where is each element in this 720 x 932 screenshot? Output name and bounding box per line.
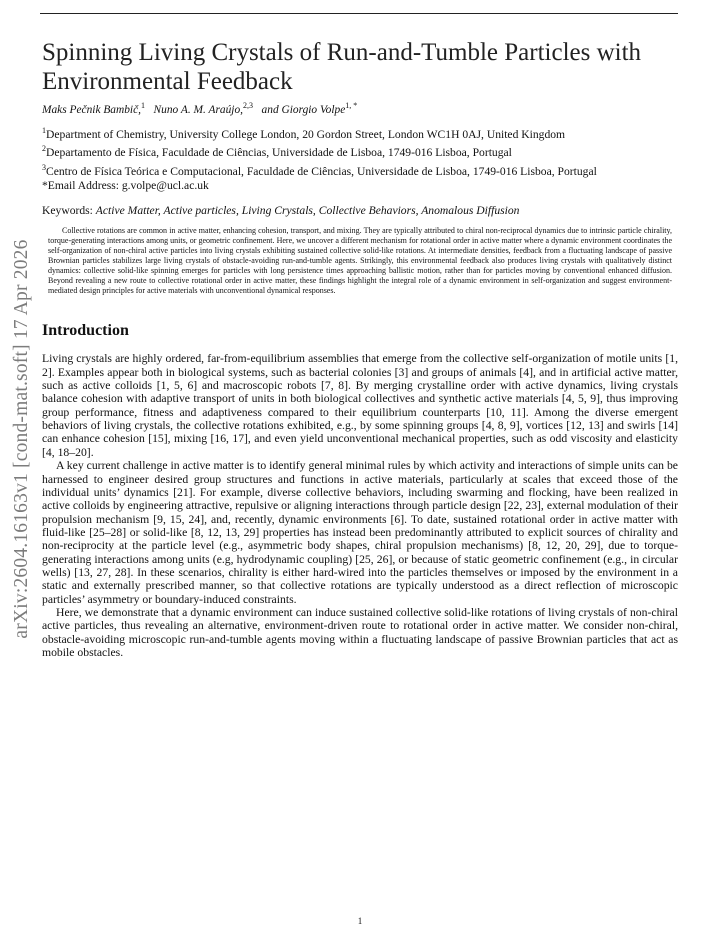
affiliation-text: Centro de Física Teórica e Computacional, Faculdade de Ciências, Universidade de Lisboa, 1749-016 Lisboa, Portugal: [46, 164, 597, 178]
author-name: and Giorgio Volpe: [261, 103, 346, 116]
affiliation-mark: 2: [42, 144, 46, 154]
affiliation: [42, 142, 678, 160]
author-affiliation-mark: 1, *: [345, 101, 358, 110]
affiliation-text: Department of Chemistry, University College London, 20 Gordon Street, London WC1H 0AJ, United Kingdom: [46, 127, 566, 141]
arxiv-identifier: arXiv:2604.16163v1 [cond-mat.soft] 17 Apr 2026: [11, 239, 32, 639]
affiliation-text: Departamento de Física, Faculdade de Ciências, Universidade de Lisboa, 1749-016 Lisboa, Portugal: [46, 146, 512, 160]
affiliation-mark: 3: [42, 162, 46, 172]
arxiv-sidebar: [4, 239, 40, 639]
body-paragraph: A key current challenge in active matter is to identify general minimal rules by which activity and interactions of simple units can be harnessed to engineer desired group structures and functions in active materials, particularly at scales that exceed those of the individual units’ dynamics [21]. For example, diverse collective behaviors, including swarming and flocking, have been realized in active colloids by engineering attractive, repulsive or aligning interactions through particle design [22, 23], external modulation of their propulsion mechanism [9, 15, 24], and, recently, dynamic environments [6]. To date, sustained rotational order in active matter with fluid-like [25–28] or solid-like [8, 12, 13, 29] properties has instead been predominantly attributed to explicit sources of chirality and non-reciprocity at the particle level (e.g., asymmetric body shapes, chiral propulsion mechanisms) [8, 12, 20, 29], due to torque-generating interactions among units (e.g, hydrodynamic coupling) [25, 26], or because of static geometric confinement (e.g., in circular wells) [13, 27, 28]. In these scenarios, chirality is either hard-wired into the particles themselves or imposed by the environment in a static and externally prescribed manner, so that collective rotations are typically understood as a direct reflection of microscopic particles’ asymmetry or boundary-induced constraints.: [42, 459, 678, 606]
keywords: [42, 204, 678, 217]
email-address: *Email Address: g.volpe@ucl.ac.uk: [42, 179, 209, 193]
paper-title: Spinning Living Crystals of Run-and-Tumble Particles with Environmental Feedback: [42, 39, 642, 95]
paper-content: [42, 38, 678, 659]
top-rule: [40, 13, 678, 14]
body-paragraph: Here, we demonstrate that a dynamic environment can induce sustained collective solid-like rotations of living crystals of non-chiral active particles, thus revealing an alternative, environment-driven route to rotational order in active matter. We consider non-chiral, obstacle-avoiding microscopic run-and-tumble agents moving within a fluctuating landscape of passive Brownian particles that act as mobile obstacles.: [42, 605, 678, 659]
body-paragraph: Living crystals are highly ordered, far-from-equilibrium assemblies that emerge from the collective self-organization of motile units [1, 2]. Examples appear both in biological systems, such as bacterial colonies [3] and groups of animals [4], and in artificial active matter, such as active colloids [1, 5, 6] and macroscopic robots [7, 8]. By merging crystalline order with active dynamics, living crystals balance cohesion with adaptive transport of units in both biological collectives and synthetic active materials [4, 5, 9], thus improving group performance, fitness and adaptiveness compared to their equilibrium counterparts [10, 11]. Among the diverse emergent behaviors of living crystals, the collective rotations exhibited, e.g., by some spinning groups [4, 8, 9], vortices [12, 13] and swirls [14] can enhance cohesion [15], mixing [16, 17], and even yield unconventional mechanical properties, such as odd viscosity and elasticity [4, 18–20].: [42, 352, 678, 459]
abstract: Collective rotations are common in active matter, enhancing cohesion, transport, and mixing. They are typically attributed to chiral non-reciprocal dynamics due to intrinsic particle chirality, torque-generating interactions among units, or geometric confinement. Here, we uncover a different mechanism for rotational order in active matter where a dynamic environment coordinates the self-organization of non-chiral active particles into living crystals exhibiting sustained collective solid-like rotations. At intermediate densities, feedback from a fluctuating landscape of passive Brownian particles stabilizes large living crystals of obstacle-avoiding run-and-tumble agents. Strikingly, this environmental feedback also produces living crystals with qualitatively distinct dynamics: collective solid-like spinning emerges for particles with long persistence times approaching ballistic motion, rather than for particles moving by conventional enhanced diffusion. Beyond revealing a new route to collective rotational order in active matter, these findings highlight the integral role of a dynamic environment in self-organization and suggest environment-mediated design principles for active materials with unconventional dynamical responses.: [48, 225, 672, 296]
affiliation: [42, 124, 678, 142]
author-affiliation-mark: 1: [141, 101, 145, 110]
author-list: [42, 101, 678, 116]
affiliation: [42, 161, 678, 179]
page-number: 1: [357, 916, 363, 926]
author-affiliation-mark: 2,3: [243, 101, 253, 110]
keywords-label: Keywords:: [42, 203, 93, 217]
affiliation-mark: 1: [42, 125, 46, 135]
author-name: Maks Pečnik Bambič,: [42, 103, 141, 116]
author-name: Nuno A. M. Araújo,: [153, 103, 243, 116]
section-heading-introduction: Introduction: [42, 322, 129, 340]
keywords-list: Active Matter, Active particles, Living Crystals, Collective Behaviors, Anomalous Diffusion: [95, 203, 520, 217]
